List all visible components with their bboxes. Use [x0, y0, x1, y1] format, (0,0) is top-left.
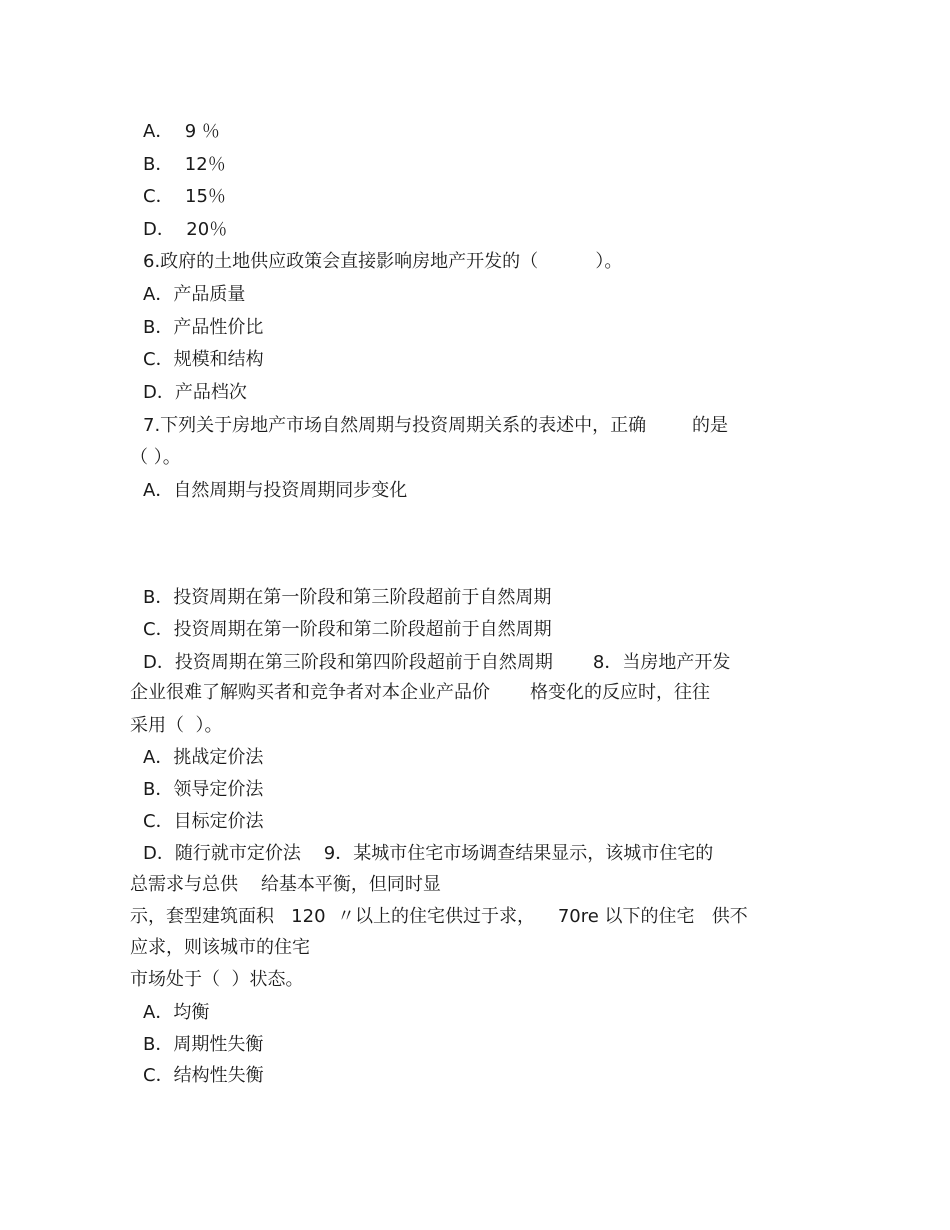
q7-stem-line-1: 7.下列关于房地产市场自然周期与投资周期关系的表述中，正确 的是	[143, 415, 728, 436]
q8-option-d-q9-stem: D．随行就市定价法 9．某城市住宅市场调查结果显示，该城市住宅的	[143, 843, 714, 864]
q8-stem-line-3: 采用（ ）。	[130, 715, 223, 736]
q5-option-d: D． 20％	[143, 219, 228, 240]
q7-option-b: B．投资周期在第一阶段和第三阶段超前于自然周期	[143, 587, 552, 608]
q9-stem-line-4: 应求，则该城市的住宅	[130, 937, 310, 958]
q7-option-c: C．投资周期在第一阶段和第二阶段超前于自然周期	[143, 619, 552, 640]
q8-stem-line-2: 企业很难了解购买者和竞争者对本企业产品价 格变化的反应时，往往	[130, 682, 711, 703]
q9-option-b: B．周期性失衡	[143, 1034, 264, 1055]
q9-option-c: C．结构性失衡	[143, 1065, 264, 1086]
q6-option-c: C．规模和结构	[143, 349, 264, 370]
q8-option-a: A．挑战定价法	[143, 747, 264, 768]
q8-option-b: B．领导定价法	[143, 779, 264, 800]
q7-option-d-q8-stem: D．投资周期在第三阶段和第四阶段超前于自然周期 8．当房地产开发	[143, 652, 731, 673]
q9-stem-line-3: 示，套型建筑面积 120 〃以上的住宅供过于求， 70re 以下的住宅 供不	[130, 906, 748, 927]
q7-stem-line-2: （ ）。	[130, 447, 181, 468]
q5-option-c: C． 15％	[143, 186, 226, 207]
q8-option-c: C．目标定价法	[143, 811, 264, 832]
q6-option-b: B．产品性价比	[143, 317, 264, 338]
q5-option-b: B． 12％	[143, 154, 226, 175]
q6-option-d: D．产品档次	[143, 382, 247, 403]
q5-option-a: A． 9 ％	[143, 121, 220, 142]
q6-stem: 6.政府的土地供应政策会直接影响房地产开发的（ ）。	[143, 251, 623, 272]
q9-stem-line-2: 总需求与总供 给基本平衡，但同时显	[130, 874, 441, 895]
q7-option-a: A．自然周期与投资周期同步变化	[143, 480, 408, 501]
q6-option-a: A．产品质量	[143, 284, 246, 305]
q9-stem-line-5: 市场处于（ ）状态。	[130, 969, 304, 990]
q9-option-a: A．均衡	[143, 1002, 210, 1023]
